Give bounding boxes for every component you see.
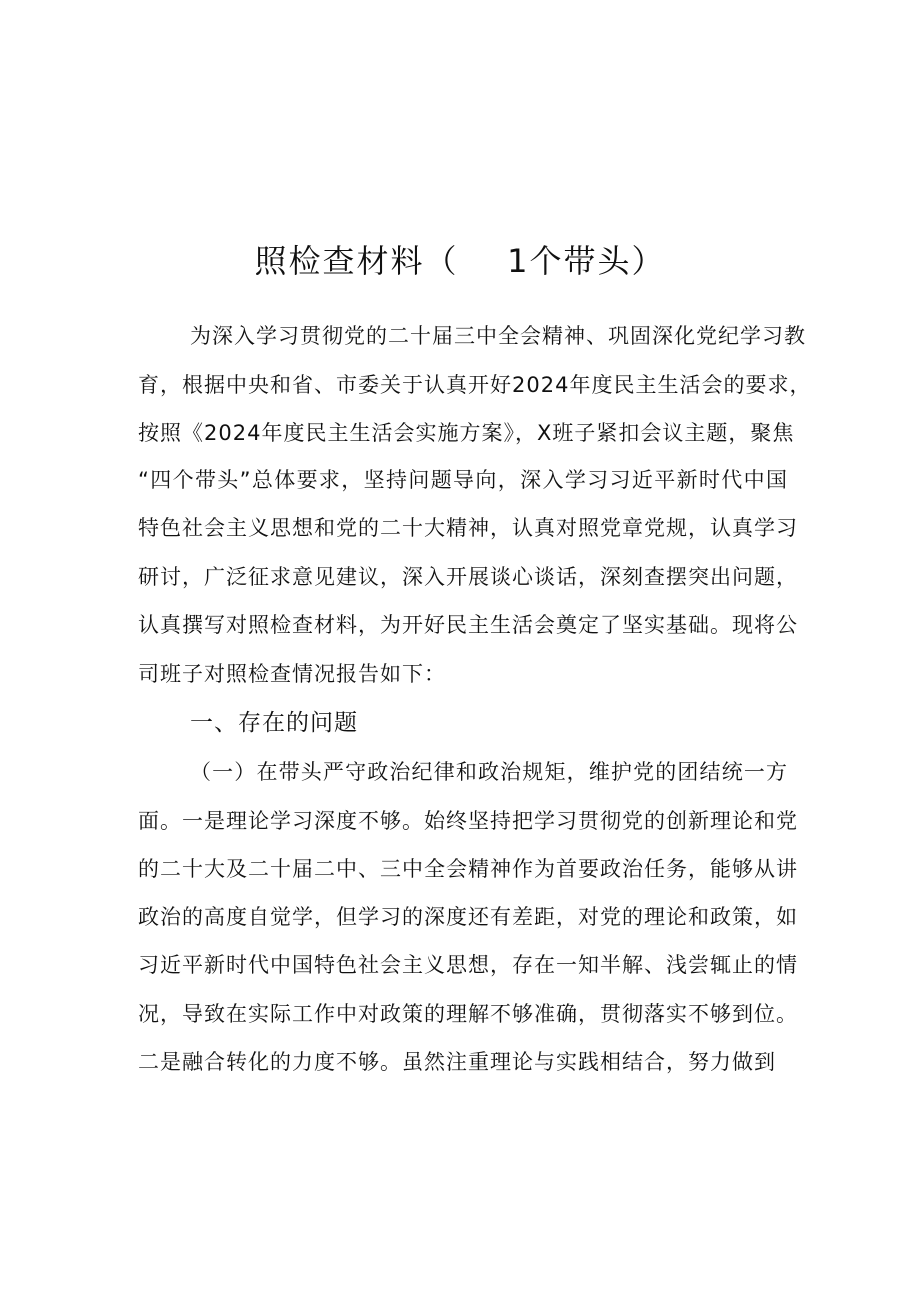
section-line: 况，导致在实际工作中对政策的理解不够准确，贯彻落实不够到位。 bbox=[138, 1002, 798, 1026]
section-line: 政治的高度自觉学，但学习的深度还有差距，对党的理论和政策，如 bbox=[138, 905, 798, 929]
section-line: （一）在带头严守政治纪律和政治规矩，维护党的团结统一方 bbox=[190, 760, 788, 784]
intro-line: 为深入学习贯彻党的二十届三中全会精神、巩固深化党纪学习教 bbox=[190, 324, 806, 348]
section-line: 习近平新时代中国特色社会主义思想，存在一知半解、浅尝辄止的情 bbox=[138, 953, 798, 977]
page-title: 照检查材料（ 1个带头） bbox=[254, 242, 666, 280]
intro-line: “四个带头”总体要求，坚持问题导向，深入学习习近平新时代中国 bbox=[138, 468, 788, 492]
section-line: 二是融合转化的力度不够。虽然注重理论与实践相结合，努力做到 bbox=[138, 1050, 776, 1074]
section-heading: 一、存在的问题 bbox=[190, 710, 358, 736]
intro-line: 育，根据中央和省、市委关于认真开好2024年度民主生活会的要求， bbox=[138, 373, 812, 397]
section-line: 的二十大及二十届二中、三中全会精神作为首要政治任务，能够从讲 bbox=[138, 857, 798, 881]
intro-line: 按照《2024年度民主生活会实施方案》，X班子紧扣会议主题，聚焦 bbox=[138, 421, 795, 445]
section-line: 面。一是理论学习深度不够。始终坚持把学习贯彻党的创新理论和党 bbox=[138, 809, 798, 833]
intro-line: 研讨，广泛征求意见建议，深入开展谈心谈话，深刻查摆突出问题， bbox=[138, 565, 798, 589]
intro-line: 司班子对照检查情况报告如下： bbox=[138, 662, 446, 686]
intro-line: 特色社会主义思想和党的二十大精神，认真对照党章党规，认真学习 bbox=[138, 516, 798, 540]
intro-line: 认真撰写对照检查材料，为开好民主生活会奠定了坚实基础。现将公 bbox=[138, 613, 798, 637]
